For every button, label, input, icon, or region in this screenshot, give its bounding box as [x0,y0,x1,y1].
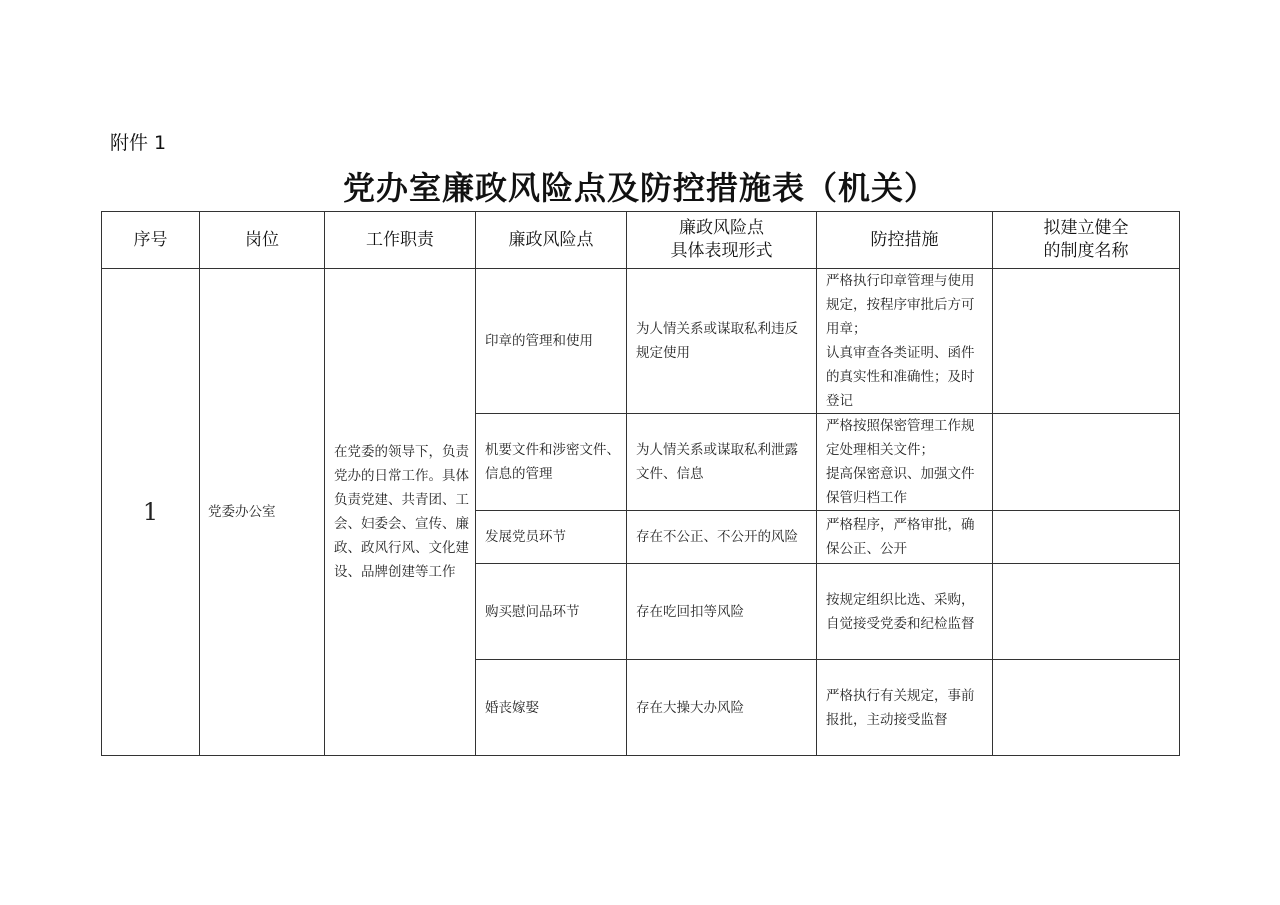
cell-risk-point: 发展党员环节 [476,511,627,564]
attachment-label: 附件 1 [110,132,167,154]
cell-measure: 按规定组织比选、采购，自觉接受党委和纪检监督 [817,564,993,660]
cell-manifest: 存在吃回扣等风险 [627,564,817,660]
cell-manifest: 为人情关系或谋取私利违反规定使用 [627,269,817,414]
cell-system [993,511,1180,564]
cell-risk-point: 机要文件和涉密文件、信息的管理 [476,414,627,511]
table-header-row [102,212,1180,269]
header-manifest: 廉政风险点 具体表现形式 [627,212,817,269]
header-risk-point: 廉政风险点 [476,212,627,269]
cell-system [993,269,1180,414]
header-duty: 工作职责 [325,212,476,269]
cell-risk-point: 购买慰问品环节 [476,564,627,660]
cell-seq: 1 [102,269,200,756]
cell-post: 党委办公室 [200,269,325,756]
cell-measure: 严格程序，严格审批，确保公正、公开 [817,511,993,564]
cell-system [993,414,1180,511]
header-seq: 序号 [102,212,200,269]
cell-risk-point: 婚丧嫁娶 [476,660,627,756]
header-system: 拟建立健全 的制度名称 [993,212,1180,269]
header-post: 岗位 [200,212,325,269]
cell-manifest: 存在大操大办风险 [627,660,817,756]
cell-measure: 严格执行有关规定，事前报批，主动接受监督 [817,660,993,756]
cell-system [993,660,1180,756]
cell-system [993,564,1180,660]
cell-duty: 在党委的领导下，负责党办的日常工作。具体负责党建、共青团、工会、妇委会、宣传、廉政、政风行风、文化建设、品牌创建等工作 [325,269,476,756]
table-row [102,269,1180,414]
risk-control-table [101,211,1180,756]
header-measure: 防控措施 [817,212,993,269]
cell-risk-point: 印章的管理和使用 [476,269,627,414]
page-title: 党办室廉政风险点及防控措施表（机关） [342,169,937,207]
cell-manifest: 存在不公正、不公开的风险 [627,511,817,564]
cell-manifest: 为人情关系或谋取私利泄露文件、信息 [627,414,817,511]
cell-measure: 严格按照保密管理工作规定处理相关文件； 提高保密意识、加强文件保管归档工作 [817,414,993,511]
cell-measure: 严格执行印章管理与使用规定，按程序审批后方可用章； 认真审查各类证明、函件的真实性和准确性；及时登记 [817,269,993,414]
